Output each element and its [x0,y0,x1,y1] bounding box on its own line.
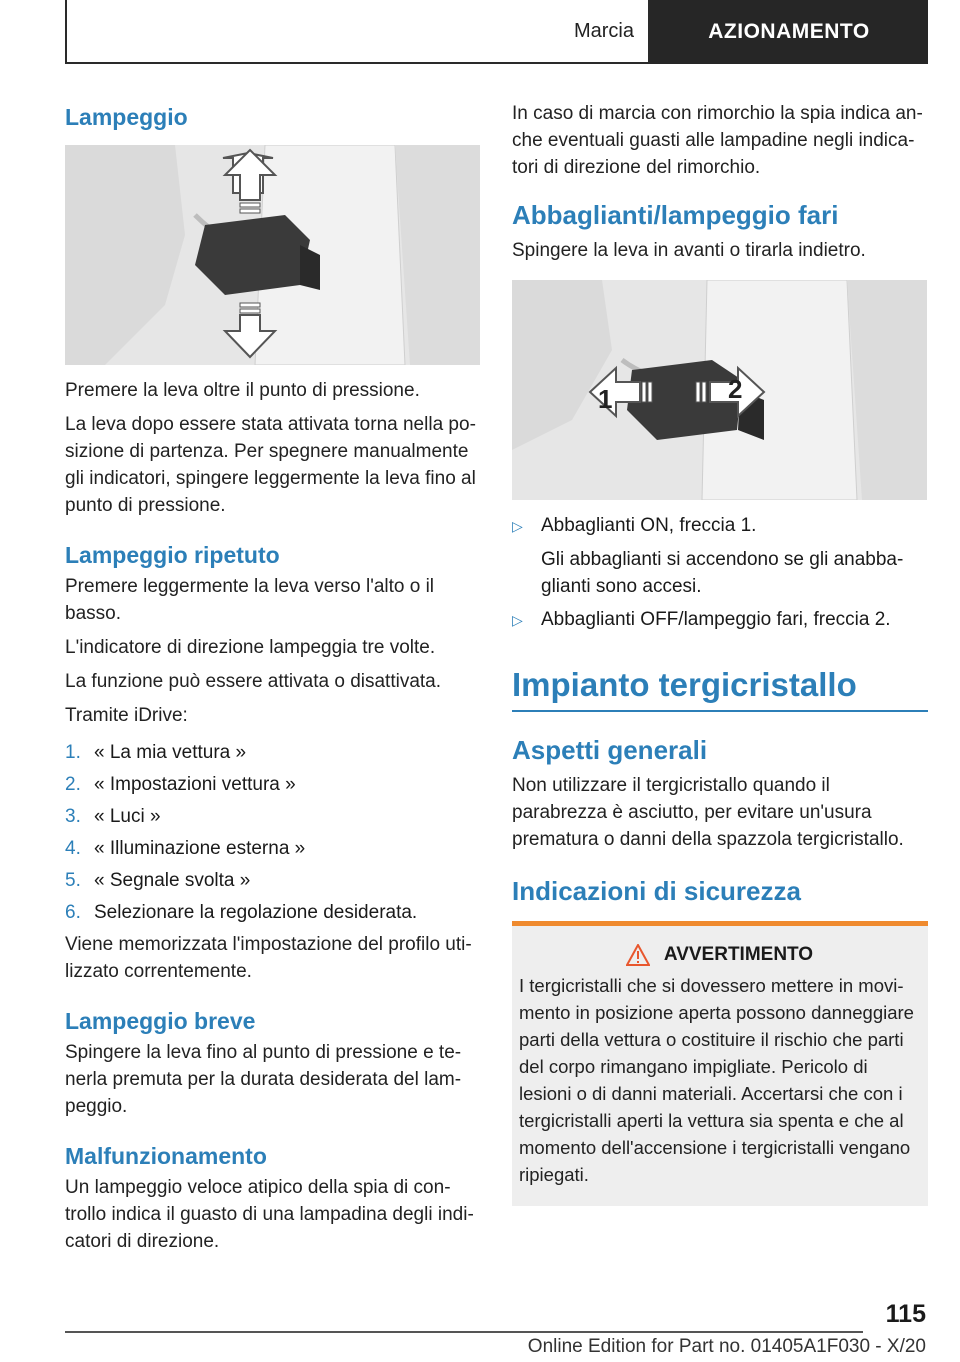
paragraph: Non utilizzare il tergicristallo quando il parabrezza è asciutto, per evitare un'usura prematura o danni della spazzola tergicristallo. [512,775,904,850]
page-number: 115 [885,1300,926,1328]
heading-impianto-tergicristallo: Impianto tergicristallo [512,664,928,712]
paragraph: Premere la leva oltre il punto di pressione. [65,380,420,401]
footer-divider [65,1331,863,1333]
chapter-tab: AZIONAMENTO [650,0,928,64]
high-beam-bullets-2 [512,606,928,634]
list-item: ▷ Abbaglianti ON, freccia 1. [512,512,928,540]
heading-lampeggio-ripetuto: Lampeggio ripetuto [65,542,280,568]
triangle-bullet-icon: ▷ [512,612,523,628]
paragraph: La leva dopo essere stata attivata torna nella posizione di partenza. Per spegnere manualmente gli indicatori, spingere leggermente la leva fino al punto di pressione. [65,414,476,516]
list-item: ▷ Abbaglianti OFF/lampeggio fari, freccia 2. [512,606,928,634]
warning-box [512,921,928,1206]
warning-title: AVVERTIMENTO [519,944,920,966]
list-item: 5. « Segnale svolta » [65,870,251,891]
heading-indicazioni-sicurezza: Indicazioni di sicurezza [512,876,801,906]
list-item: 4. « Illuminazione esterna » [65,838,306,859]
figure-high-beam-lever [512,280,927,500]
paragraph: Premere leggermente la leva verso l'alto o il basso. [65,576,435,624]
bullet-subtext: Gli abbaglianti si accendono se gli anabbaglianti sono accesi. [541,549,904,597]
paragraph: Un lampeggio veloce atipico della spia di controllo indica il guasto di una lampadina degli indicatori di direzione. [65,1177,474,1252]
arrow-label-2: 2 [728,374,743,404]
list-item: 6. Selezionare la regolazione desiderata. [65,902,418,923]
page-header [65,0,928,64]
warning-text: I tergicristalli che si dovessero mettere in movimento in posizione aperta possono danneggiare parti della vettura o costituire il rischio che parti del corpo rimangano impigliate. Pericolo di lesioni o di danni materiali. Accertarsi che con i tergicristalli aperti la vettura sia spenta e che al momento dell'accensione i tergicristalli vengano ripiegati. [519,975,914,1185]
figure-turn-signal-lever [65,145,480,365]
left-column [65,96,481,1262]
lever-forward-back-illustration [512,280,927,500]
list-item: 3. « Luci » [65,806,161,827]
idrive-steps-list [65,739,481,926]
paragraph: La funzione può essere attivata o disattivata. [65,671,442,692]
heading-aspetti-generali: Aspetti generali [512,735,708,765]
paragraph: Viene memorizzata l'impostazione del profilo utilizzato correntemente. [65,934,472,982]
paragraph: Spingere la leva fino al punto di pressione e tenerla premuta per la durata desiderata del lampeggio. [65,1042,462,1117]
high-beam-bullets [512,512,928,540]
edition-note: Online Edition for Part no. 01405A1F030 - X/20 [527,1336,926,1357]
right-column [512,100,928,1206]
list-item: 1. « La mia vettura » [65,742,247,763]
arrow-label-1: 1 [598,384,613,414]
heading-lampeggio: Lampeggio [65,104,188,130]
warning-triangle-icon [626,944,650,966]
paragraph: Spingere la leva in avanti o tirarla indietro. [512,240,866,261]
heading-malfunzionamento: Malfunzionamento [65,1143,267,1169]
lever-up-down-illustration [65,145,480,365]
list-item: 2. « Impostazioni vettura » [65,774,296,795]
paragraph: Tramite iDrive: [65,705,188,726]
paragraph: In caso di marcia con rimorchio la spia indica anche eventuali guasti alle lampadine negli indicatori di direzione del rimorchio. [512,103,923,178]
paragraph: L'indicatore di direzione lampeggia tre volte. [65,637,436,658]
heading-abbaglianti: Abbaglianti/lampeggio fari [512,200,839,230]
heading-lampeggio-breve: Lampeggio breve [65,1008,256,1034]
section-tab: Marcia [65,0,650,64]
triangle-bullet-icon: ▷ [512,518,523,534]
